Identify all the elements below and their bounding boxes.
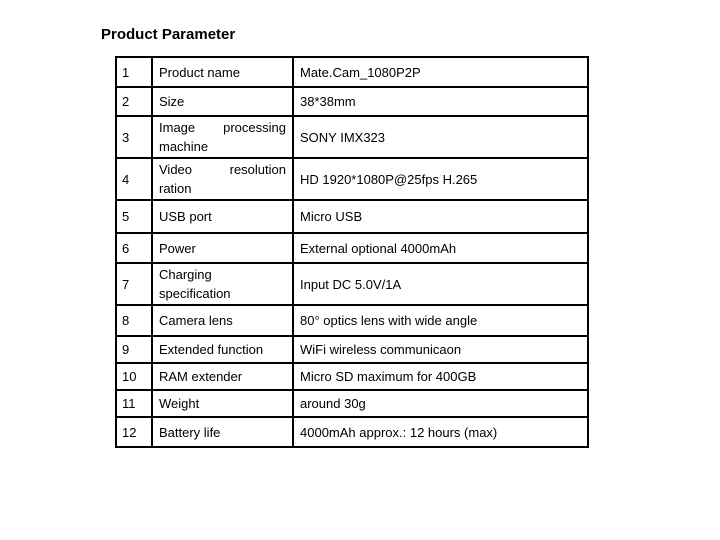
parameter-value: Mate.Cam_1080P2P (293, 57, 588, 87)
parameter-name: Battery life (152, 417, 293, 447)
row-number: 6 (116, 233, 152, 263)
parameter-value: 4000mAh approx.: 12 hours (max) (293, 417, 588, 447)
parameter-name: Video resolution ration (152, 158, 293, 200)
parameter-name: Camera lens (152, 305, 293, 336)
table-row (116, 390, 588, 417)
parameter-value: Micro USB (293, 200, 588, 233)
row-number: 3 (116, 116, 152, 158)
parameter-value: WiFi wireless communicaon (293, 336, 588, 363)
parameter-value: SONY IMX323 (293, 116, 588, 158)
row-number: 4 (116, 158, 152, 200)
parameter-name: Weight (152, 390, 293, 417)
table-row (116, 336, 588, 363)
parameter-value: Micro SD maximum for 400GB (293, 363, 588, 390)
row-number: 10 (116, 363, 152, 390)
parameter-name: Image processing machine (152, 116, 293, 158)
table-row (116, 200, 588, 233)
row-number: 1 (116, 57, 152, 87)
parameter-value: 38*38mm (293, 87, 588, 116)
page-title: Product Parameter (101, 26, 236, 43)
parameter-value: Input DC 5.0V/1A (293, 263, 588, 305)
row-number: 9 (116, 336, 152, 363)
parameter-name: Power (152, 233, 293, 263)
row-number: 12 (116, 417, 152, 447)
parameter-name: Charging specification (152, 263, 293, 305)
table-row (116, 87, 588, 116)
table-row (116, 305, 588, 336)
parameter-name: Product name (152, 57, 293, 87)
parameter-name: Extended function (152, 336, 293, 363)
table-row (116, 116, 588, 158)
row-number: 11 (116, 390, 152, 417)
table-row (116, 417, 588, 447)
table-row (116, 233, 588, 263)
parameter-value: External optional 4000mAh (293, 233, 588, 263)
row-number: 5 (116, 200, 152, 233)
table-row (116, 158, 588, 200)
table-row (116, 57, 588, 87)
parameter-value: 80° optics lens with wide angle (293, 305, 588, 336)
parameter-name: Size (152, 87, 293, 116)
parameter-name: RAM extender (152, 363, 293, 390)
parameter-name: USB port (152, 200, 293, 233)
parameter-value: HD 1920*1080P@25fps H.265 (293, 158, 588, 200)
row-number: 2 (116, 87, 152, 116)
table-row (116, 363, 588, 390)
product-parameter-table (115, 56, 589, 448)
row-number: 8 (116, 305, 152, 336)
parameter-value: around 30g (293, 390, 588, 417)
table-row (116, 263, 588, 305)
row-number: 7 (116, 263, 152, 305)
